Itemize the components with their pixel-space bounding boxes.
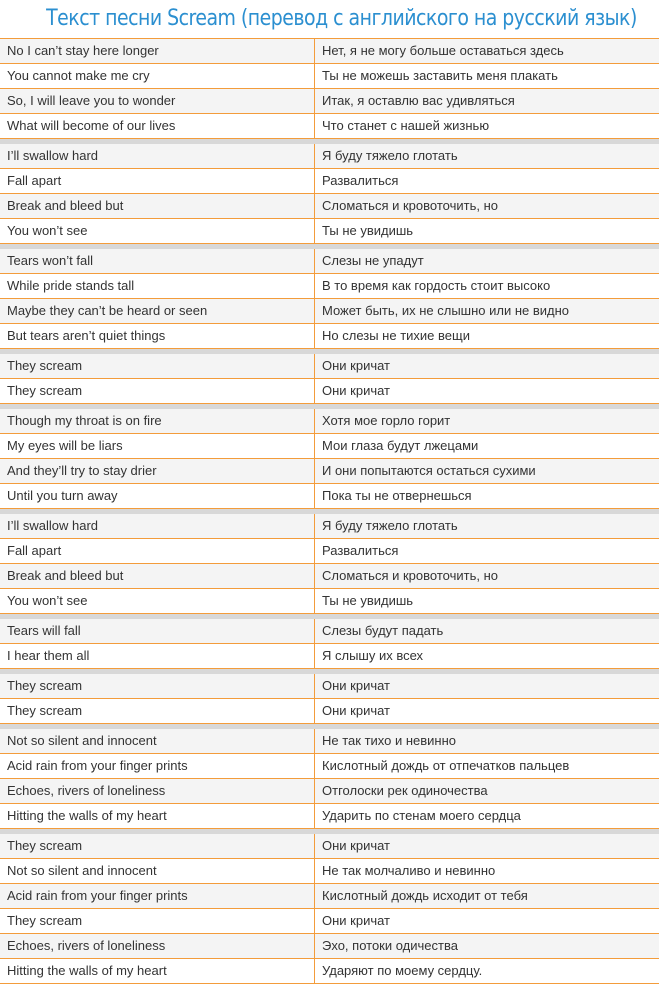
- english-line: Break and bleed but: [0, 564, 315, 588]
- english-line: Echoes, rivers of loneliness: [0, 779, 315, 803]
- russian-line: Я слышу их всех: [322, 648, 424, 663]
- russian-line: Они кричат: [322, 703, 391, 718]
- russian-line: Не так молчаливо и невинно: [322, 863, 496, 878]
- russian-line: Может быть, их не слышно или не видно: [322, 303, 570, 318]
- russian-line: Ты не можешь заставить меня плакать: [322, 68, 558, 83]
- english-line: They scream: [0, 379, 315, 403]
- table-row: [0, 354, 659, 379]
- english-line: Until you turn away: [0, 484, 315, 508]
- english-line: Though my throat is on fire: [0, 409, 315, 433]
- english-line: Hitting the walls of my heart: [0, 804, 315, 828]
- table-row: [0, 324, 659, 349]
- russian-line: И они попытаются остаться сухими: [322, 463, 536, 478]
- russian-line: Нет, я не могу больше оставаться здесь: [322, 43, 564, 58]
- english-line: Fall apart: [0, 169, 315, 193]
- english-line: I’ll swallow hard: [0, 514, 315, 538]
- russian-line: Ты не увидишь: [322, 593, 414, 608]
- table-row: [0, 459, 659, 484]
- table-row: [0, 779, 659, 804]
- russian-line: Не так тихо и невинно: [322, 733, 457, 748]
- table-row: [0, 39, 659, 64]
- russian-line: Кислотный дождь исходит от тебя: [322, 888, 528, 903]
- english-line: No I can’t stay here longer: [0, 39, 315, 63]
- russian-line: Кислотный дождь от отпечатков пальцев: [322, 758, 570, 773]
- table-row: [0, 89, 659, 114]
- stanza: [0, 514, 659, 619]
- english-line: What will become of our lives: [0, 114, 315, 138]
- english-line: They scream: [0, 834, 315, 858]
- russian-line: Мои глаза будут лжецами: [322, 438, 479, 453]
- russian-line: Я буду тяжело глотать: [322, 148, 458, 163]
- table-row: [0, 114, 659, 139]
- stanza: [0, 619, 659, 674]
- stanza: [0, 39, 659, 144]
- table-row: [0, 379, 659, 404]
- table-row: [0, 589, 659, 614]
- english-line: My eyes will be liars: [0, 434, 315, 458]
- russian-line: Они кричат: [322, 678, 391, 693]
- table-row: [0, 194, 659, 219]
- table-row: [0, 804, 659, 829]
- table-row: [0, 299, 659, 324]
- english-line: They scream: [0, 909, 315, 933]
- english-line: Not so silent and innocent: [0, 859, 315, 883]
- russian-line: Они кричат: [322, 913, 391, 928]
- table-row: [0, 729, 659, 754]
- russian-line: Ты не увидишь: [322, 223, 414, 238]
- table-row: [0, 274, 659, 299]
- english-line: Not so silent and innocent: [0, 729, 315, 753]
- english-line: Acid rain from your finger prints: [0, 884, 315, 908]
- russian-line: Ударяют по моему сердцу.: [322, 963, 483, 978]
- english-line: They scream: [0, 699, 315, 723]
- russian-line: Что станет с нашей жизнью: [322, 118, 490, 133]
- stanza: [0, 249, 659, 354]
- table-row: [0, 699, 659, 724]
- stanza: [0, 144, 659, 249]
- table-row: [0, 249, 659, 274]
- english-line: Echoes, rivers of loneliness: [0, 934, 315, 958]
- stanza: [0, 834, 659, 984]
- table-row: [0, 564, 659, 589]
- russian-line: Но слезы не тихие вещи: [322, 328, 470, 343]
- russian-line: Сломаться и кровоточить, но: [322, 198, 498, 213]
- russian-line: Слезы не упадут: [322, 253, 424, 268]
- table-row: [0, 909, 659, 934]
- stanza: [0, 409, 659, 514]
- russian-line: Отголоски рек одиночества: [322, 783, 488, 798]
- table-row: [0, 834, 659, 859]
- english-line: Acid rain from your finger prints: [0, 754, 315, 778]
- english-line: Hitting the walls of my heart: [0, 959, 315, 983]
- stanza: [0, 729, 659, 834]
- table-row: [0, 959, 659, 984]
- stanza: [0, 354, 659, 409]
- english-line: Break and bleed but: [0, 194, 315, 218]
- table-row: [0, 539, 659, 564]
- english-line: You won’t see: [0, 589, 315, 613]
- lyrics-table: [0, 38, 659, 984]
- english-line: And they’ll try to stay drier: [0, 459, 315, 483]
- english-line: Tears will fall: [0, 619, 315, 643]
- english-line: While pride stands tall: [0, 274, 315, 298]
- russian-line: Итак, я оставлю вас удивляться: [322, 93, 515, 108]
- table-row: [0, 169, 659, 194]
- russian-line: Хотя мое горло горит: [322, 413, 451, 428]
- english-line: Maybe they can’t be heard or seen: [0, 299, 315, 323]
- english-line: You cannot make me cry: [0, 64, 315, 88]
- russian-line: Слезы будут падать: [322, 623, 444, 638]
- table-row: [0, 484, 659, 509]
- english-line: So, I will leave you to wonder: [0, 89, 315, 113]
- page-title: Текст песни Scream (перевод с английского на русский язык): [46, 6, 637, 31]
- english-line: I’ll swallow hard: [0, 144, 315, 168]
- russian-line: В то время как гордость стоит высоко: [322, 278, 551, 293]
- table-row: [0, 934, 659, 959]
- table-row: [0, 144, 659, 169]
- stanza: [0, 674, 659, 729]
- english-line: Tears won’t fall: [0, 249, 315, 273]
- table-row: [0, 514, 659, 539]
- table-row: [0, 409, 659, 434]
- russian-line: Сломаться и кровоточить, но: [322, 568, 498, 583]
- english-line: But tears aren’t quiet things: [0, 324, 315, 348]
- english-line: Fall apart: [0, 539, 315, 563]
- russian-line: Пока ты не отвернешься: [322, 488, 472, 503]
- russian-line: Развалиться: [322, 543, 399, 558]
- table-row: [0, 754, 659, 779]
- table-row: [0, 859, 659, 884]
- russian-line: Эхо, потоки одичества: [322, 938, 458, 953]
- table-row: [0, 64, 659, 89]
- russian-line: Они кричат: [322, 358, 391, 373]
- english-line: They scream: [0, 354, 315, 378]
- table-row: [0, 434, 659, 459]
- table-row: [0, 674, 659, 699]
- table-row: [0, 219, 659, 244]
- russian-line: Они кричат: [322, 383, 391, 398]
- english-line: They scream: [0, 674, 315, 698]
- english-line: I hear them all: [0, 644, 315, 668]
- russian-line: Ударить по стенам моего сердца: [322, 808, 521, 823]
- russian-line: Они кричат: [322, 838, 391, 853]
- table-row: [0, 644, 659, 669]
- russian-line: Я буду тяжело глотать: [322, 518, 458, 533]
- table-row: [0, 619, 659, 644]
- russian-line: Развалиться: [322, 173, 399, 188]
- english-line: You won’t see: [0, 219, 315, 243]
- table-row: [0, 884, 659, 909]
